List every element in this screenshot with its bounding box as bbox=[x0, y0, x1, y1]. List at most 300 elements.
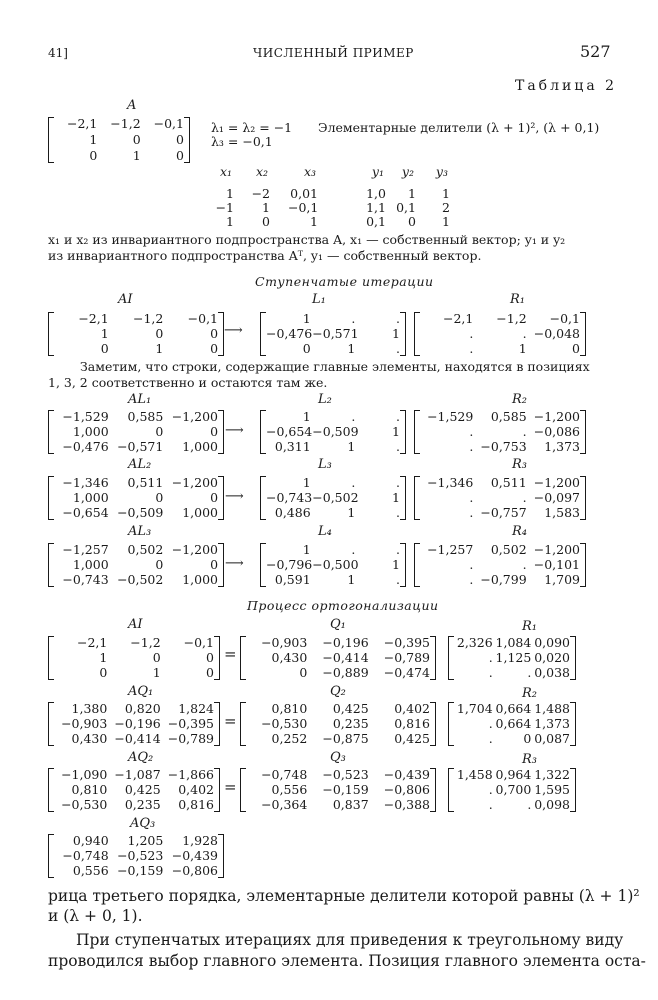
matrix-step4-m2 bbox=[260, 543, 406, 587]
matrix-cell: 0,235 bbox=[124, 797, 161, 812]
matrix-cell: 0 bbox=[155, 490, 164, 505]
matrix-row bbox=[48, 732, 220, 746]
body-line-4: проводился выбор главного элемента. Позиция главного элемента оста- bbox=[48, 952, 646, 970]
matrix-cell: −0,753 bbox=[480, 439, 527, 454]
matrix-cell: −0,388 bbox=[383, 797, 430, 812]
matrix-cell: . bbox=[351, 475, 356, 490]
matrix-row bbox=[48, 651, 220, 665]
matrix-cell: 0,038 bbox=[534, 665, 571, 680]
matrix-row bbox=[48, 440, 224, 454]
matrix-cell: −1,2 bbox=[130, 635, 161, 650]
matrix-cell: 0,664 bbox=[495, 701, 532, 716]
matrix-cell: . bbox=[469, 572, 474, 587]
running-title: ЧИСЛЕННЫЙ ПРИМЕР bbox=[253, 46, 414, 60]
matrix-cell: −0,806 bbox=[171, 863, 219, 878]
matrix-cell: 0 bbox=[155, 326, 164, 341]
matrix-cell: 0,585 bbox=[490, 409, 527, 424]
matrix-cell: −0,395 bbox=[167, 716, 214, 731]
matrix-cell: −2,1 bbox=[66, 116, 98, 131]
matrix-cell: 1,373 bbox=[544, 439, 580, 454]
matrix-cell: . bbox=[469, 424, 474, 439]
matrix-cell: 0 bbox=[210, 490, 219, 505]
matrix-row bbox=[240, 666, 436, 680]
matrix-cell: 0,311 bbox=[274, 439, 311, 454]
vector-cell: 0 bbox=[408, 214, 416, 229]
matrix-cell: −0,476 bbox=[266, 326, 313, 341]
matrix-row bbox=[240, 798, 436, 812]
matrix-cell: −0,889 bbox=[322, 665, 369, 680]
matrix-cell: −1,2 bbox=[496, 311, 527, 326]
label-ortho1-1: AI bbox=[128, 617, 143, 632]
matrix-ortho3-m1 bbox=[48, 768, 220, 812]
matrix-cell: −0,875 bbox=[322, 731, 369, 746]
matrix-row bbox=[48, 783, 220, 797]
matrix-cell: . bbox=[396, 341, 401, 356]
matrix-cell: 0 bbox=[210, 341, 219, 356]
matrix-cell: 0,430 bbox=[271, 650, 308, 665]
label-ortho2-3: R₂ bbox=[522, 686, 537, 701]
matrix-row bbox=[48, 476, 224, 490]
matrix-cell: . bbox=[527, 665, 532, 680]
matrix-cell: 0,964 bbox=[495, 767, 532, 782]
matrix-row bbox=[48, 342, 224, 356]
matrix-cell: 0,402 bbox=[178, 782, 214, 797]
matrix-cell: 1 bbox=[89, 132, 98, 147]
label-ortho1-2: Q₁ bbox=[330, 617, 346, 632]
matrix-cell: . bbox=[469, 341, 474, 356]
matrix-ortho3-m3 bbox=[448, 768, 576, 812]
matrix-cell: −0,1 bbox=[549, 311, 580, 326]
matrix-cell: −1,529 bbox=[62, 409, 109, 424]
matrix-cell: 1 bbox=[392, 557, 400, 572]
matrix-step2-m1 bbox=[48, 410, 224, 454]
matrix-cell: 1,583 bbox=[544, 505, 580, 520]
matrix-cell: 1,000 bbox=[182, 439, 219, 454]
vector-cell: 1 bbox=[408, 186, 416, 201]
matrix-cell: . bbox=[396, 311, 401, 326]
matrix-row bbox=[260, 558, 406, 572]
label-A: A bbox=[127, 98, 137, 113]
matrix-cell: 0,502 bbox=[127, 542, 164, 557]
matrix-row bbox=[48, 636, 220, 650]
equals-ortho3: = bbox=[224, 778, 237, 796]
matrix-cell: −0,097 bbox=[533, 490, 580, 505]
matrix-cell: −1,087 bbox=[114, 767, 161, 782]
matrix-cell: 1,000 bbox=[182, 572, 219, 587]
matrix-cell: 1,380 bbox=[71, 701, 108, 716]
matrix-cell: −0,789 bbox=[383, 650, 430, 665]
matrix-cell: 1,000 bbox=[182, 505, 219, 520]
matrix-row bbox=[260, 476, 406, 490]
matrix-row bbox=[448, 636, 576, 650]
matrix-row bbox=[260, 506, 406, 520]
matrix-row bbox=[48, 543, 224, 557]
matrix-row bbox=[48, 312, 224, 326]
matrix-cell: 1 bbox=[302, 542, 311, 557]
matrix-ortho1-m1 bbox=[48, 636, 220, 680]
matrix-cell: −1,346 bbox=[427, 475, 474, 490]
matrix-cell: . bbox=[351, 409, 356, 424]
matrix-row bbox=[414, 327, 586, 341]
matrix-cell: −0,048 bbox=[533, 326, 580, 341]
matrix-cell: −0,799 bbox=[480, 572, 527, 587]
matrix-cell: . bbox=[488, 782, 493, 797]
matrix-cell: −1,090 bbox=[61, 767, 108, 782]
matrix-row bbox=[240, 783, 436, 797]
matrix-cell: −2,1 bbox=[442, 311, 474, 326]
matrix-cell: . bbox=[396, 505, 401, 520]
matrix-cell: 0 bbox=[206, 650, 214, 665]
matrix-row bbox=[48, 117, 190, 131]
matrix-cell: 1 bbox=[152, 665, 161, 680]
matrix-cell: 1,704 bbox=[456, 701, 493, 716]
matrix-cell: 1 bbox=[347, 341, 356, 356]
vector-cell: −0,1 bbox=[288, 200, 319, 215]
matrix-cell: 0,425 bbox=[332, 701, 369, 716]
matrix-row bbox=[414, 312, 586, 326]
matrix-cell: 0,810 bbox=[71, 782, 108, 797]
matrix-cell: 0,556 bbox=[271, 782, 308, 797]
matrix-ortho2-m3 bbox=[448, 702, 576, 746]
matrix-cell: 1,595 bbox=[534, 782, 571, 797]
table-caption: Таблица 2 bbox=[515, 78, 618, 94]
matrix-cell: 1 bbox=[347, 439, 356, 454]
matrix-row bbox=[48, 666, 220, 680]
matrix-cell: . bbox=[396, 439, 401, 454]
matrix-cell: 0,591 bbox=[274, 572, 311, 587]
matrix-step1-m3 bbox=[414, 312, 586, 356]
matrix-cell: 0,020 bbox=[534, 650, 571, 665]
matrix-row bbox=[48, 717, 220, 731]
label-ortho2-2: Q₂ bbox=[330, 684, 346, 699]
matrix-cell: −0,509 bbox=[312, 424, 359, 439]
matrix-cell: −0,654 bbox=[266, 424, 313, 439]
matrix-cell: 0 bbox=[302, 341, 311, 356]
matrix-row bbox=[260, 312, 406, 326]
label-ortho3-1: AQ₂ bbox=[128, 750, 154, 765]
matrix-cell: −1,257 bbox=[62, 542, 109, 557]
matrix-cell: 1,709 bbox=[544, 572, 580, 587]
matrix-cell: . bbox=[522, 424, 527, 439]
matrix-cell: 0,940 bbox=[72, 833, 109, 848]
vector-cell: 2 bbox=[442, 200, 450, 215]
matrix-cell: . bbox=[522, 326, 527, 341]
matrix-row bbox=[448, 702, 576, 716]
matrix-cell: −1,2 bbox=[132, 311, 164, 326]
matrix-cell: −1,866 bbox=[167, 767, 214, 782]
label-ortho2-1: AQ₁ bbox=[128, 684, 154, 699]
matrix-row bbox=[260, 425, 406, 439]
label-ortho3-2: Q₃ bbox=[330, 750, 346, 765]
vector-cell: 0 bbox=[262, 214, 270, 229]
matrix-cell: −0,530 bbox=[261, 716, 308, 731]
matrix-cell: 0 bbox=[523, 731, 532, 746]
matrix-row bbox=[414, 543, 586, 557]
matrix-cell: −1,529 bbox=[427, 409, 474, 424]
section-number: 41] bbox=[48, 46, 68, 60]
label-step2-2: L₂ bbox=[318, 392, 332, 407]
matrix-cell: 0 bbox=[210, 326, 219, 341]
matrix-row bbox=[48, 573, 224, 587]
label-step1-1: AI bbox=[118, 292, 133, 307]
vector-cell: 1 bbox=[310, 214, 318, 229]
matrix-row bbox=[240, 702, 436, 716]
matrix-cell: −1,346 bbox=[62, 475, 109, 490]
matrix-cell: 0 bbox=[152, 650, 161, 665]
matrix-cell: −0,903 bbox=[61, 716, 108, 731]
matrix-cell: 1,322 bbox=[534, 767, 571, 782]
matrix-cell: 1,488 bbox=[534, 701, 571, 716]
matrix-cell: −0,743 bbox=[266, 490, 313, 505]
vector-cell: 1 bbox=[442, 186, 450, 201]
matrix-cell: 0,810 bbox=[271, 701, 308, 716]
matrix-row bbox=[414, 440, 586, 454]
matrix-cell: 1 bbox=[100, 326, 109, 341]
matrix-step3-m3 bbox=[414, 476, 586, 520]
matrix-cell: −0,196 bbox=[114, 716, 161, 731]
matrix-cell: 1,205 bbox=[127, 833, 164, 848]
matrix-cell: −1,2 bbox=[110, 116, 141, 131]
matrix-step4-m1 bbox=[48, 543, 224, 587]
vector-cell: 0,1 bbox=[396, 200, 416, 215]
matrix-cell: 0,816 bbox=[178, 797, 214, 812]
matrix-cell: 0,486 bbox=[274, 505, 311, 520]
matrix-cell: 1,000 bbox=[72, 490, 109, 505]
matrix-row bbox=[260, 491, 406, 505]
label-step2-3: R₂ bbox=[512, 392, 527, 407]
remark-line-2: 1, 3, 2 соответственно и остаются там же. bbox=[48, 375, 328, 390]
matrix-cell: −0,523 bbox=[117, 848, 164, 863]
vector-cell: 1,0 bbox=[366, 186, 386, 201]
matrix-step1-m2 bbox=[260, 312, 406, 356]
matrix-cell: 0,556 bbox=[72, 863, 109, 878]
label-step4-1: AL₃ bbox=[128, 524, 152, 539]
matrix-cell: . bbox=[351, 311, 356, 326]
matrix-cell: 0 bbox=[299, 665, 308, 680]
matrix-cell: −0,748 bbox=[261, 767, 308, 782]
matrix-row bbox=[260, 440, 406, 454]
matrix-cell: 1,928 bbox=[182, 833, 219, 848]
eigen-line-2: λ₃ = −0,1 bbox=[211, 134, 273, 149]
arrow-step2: ⟶ bbox=[225, 423, 244, 438]
matrix-row bbox=[414, 476, 586, 490]
matrix-cell: −0,796 bbox=[266, 557, 313, 572]
matrix-cell: −1,200 bbox=[171, 409, 219, 424]
matrix-cell: 1 bbox=[132, 148, 141, 163]
matrix-cell: . bbox=[522, 490, 527, 505]
matrix-cell: 0,252 bbox=[271, 731, 308, 746]
matrix-cell: 0 bbox=[572, 341, 580, 356]
matrix-cell: . bbox=[488, 731, 493, 746]
vector-header: y₂ bbox=[401, 164, 414, 179]
arrow-step4: ⟶ bbox=[225, 556, 244, 571]
label-step3-2: L₃ bbox=[318, 457, 332, 472]
matrix-cell: . bbox=[488, 665, 493, 680]
matrix-row bbox=[260, 410, 406, 424]
matrix-row bbox=[48, 133, 190, 147]
matrix-cell: 0,511 bbox=[127, 475, 164, 490]
matrix-row bbox=[240, 651, 436, 665]
matrix-row bbox=[48, 798, 220, 812]
matrix-row bbox=[240, 732, 436, 746]
matrix-cell: 1 bbox=[518, 341, 527, 356]
matrix-cell: . bbox=[488, 716, 493, 731]
matrix-cell: 1,125 bbox=[495, 650, 532, 665]
matrix-cell: 1,000 bbox=[72, 557, 109, 572]
matrix-cell: −0,196 bbox=[322, 635, 369, 650]
matrix-cell: 0,664 bbox=[495, 716, 532, 731]
matrix-cell: −0,571 bbox=[117, 439, 164, 454]
matrix-row bbox=[414, 410, 586, 424]
matrix-cell: −0,414 bbox=[322, 650, 369, 665]
vector-cell: 1 bbox=[262, 200, 270, 215]
vector-header: x₃ bbox=[303, 164, 316, 179]
matrix-row bbox=[414, 491, 586, 505]
matrix-cell: −2,1 bbox=[78, 311, 109, 326]
matrix-row bbox=[260, 342, 406, 356]
matrix-cell: 0,820 bbox=[124, 701, 161, 716]
matrix-row bbox=[448, 732, 576, 746]
matrix-row bbox=[448, 651, 576, 665]
matrix-cell: . bbox=[527, 797, 532, 812]
matrix-cell: 0,425 bbox=[394, 731, 430, 746]
vector-cell: 0,01 bbox=[290, 186, 318, 201]
matrix-row bbox=[414, 342, 586, 356]
vector-cell: −2 bbox=[251, 186, 270, 201]
matrix-cell: −0,571 bbox=[312, 326, 359, 341]
matrix-cell: −0,159 bbox=[322, 782, 369, 797]
matrix-row bbox=[414, 558, 586, 572]
body-line-3: При ступенчатых итерациях для приведения к треугольному виду bbox=[76, 931, 624, 949]
matrix-cell: . bbox=[488, 650, 493, 665]
matrix-cell: 1 bbox=[392, 490, 400, 505]
matrix-cell: −1,200 bbox=[533, 542, 580, 557]
matrix-row bbox=[448, 783, 576, 797]
body-line-2: и (λ + 0, 1). bbox=[48, 907, 143, 925]
matrix-row bbox=[48, 410, 224, 424]
matrix-cell: . bbox=[522, 557, 527, 572]
section-title-stepwise: Ступенчатые итерации bbox=[255, 274, 434, 289]
matrix-row bbox=[260, 543, 406, 557]
eigen-line-1: λ₁ = λ₂ = −1 bbox=[211, 120, 293, 135]
matrix-step1-m1 bbox=[48, 312, 224, 356]
matrix-row bbox=[48, 425, 224, 439]
matrix-cell: 0,430 bbox=[71, 731, 108, 746]
label-ortho3-3: R₃ bbox=[522, 752, 537, 767]
vectors-table bbox=[210, 164, 460, 229]
matrix-cell: 1 bbox=[347, 572, 356, 587]
matrix-cell: −0,1 bbox=[183, 635, 214, 650]
matrix-cell: −0,903 bbox=[261, 635, 308, 650]
matrix-row bbox=[48, 327, 224, 341]
label-step4-3: R₄ bbox=[512, 524, 527, 539]
remark-line-1: Заметим, что строки, содержащие главные элементы, находятся в позициях bbox=[80, 359, 590, 374]
matrix-step3-m1 bbox=[48, 476, 224, 520]
matrix-row bbox=[414, 506, 586, 520]
matrix-cell: −0,101 bbox=[533, 557, 580, 572]
matrix-row bbox=[240, 768, 436, 782]
matrix-cell: 1 bbox=[392, 424, 400, 439]
matrix-row bbox=[448, 798, 576, 812]
matrix-cell: . bbox=[396, 409, 401, 424]
matrix-cell: . bbox=[469, 505, 474, 520]
matrix-cell: 0 bbox=[99, 665, 108, 680]
matrix-step2-m3 bbox=[414, 410, 586, 454]
matrix-cell: −0,654 bbox=[62, 505, 109, 520]
equals-ortho1: = bbox=[224, 645, 237, 663]
matrix-cell: 0,511 bbox=[490, 475, 527, 490]
matrix-cell: −0,439 bbox=[383, 767, 430, 782]
vector-header: x₂ bbox=[255, 164, 268, 179]
matrix-cell: 0,090 bbox=[534, 635, 571, 650]
matrix-cell: −1,200 bbox=[171, 475, 219, 490]
matrix-row bbox=[414, 573, 586, 587]
matrix-cell: 0 bbox=[176, 148, 184, 163]
matrix-cell: 0,837 bbox=[332, 797, 369, 812]
matrix-cell: −0,743 bbox=[62, 572, 109, 587]
matrix-cell: −0,474 bbox=[383, 665, 430, 680]
matrix-cell: 0 bbox=[210, 424, 219, 439]
matrix-cell: −1,200 bbox=[533, 409, 580, 424]
matrix-A bbox=[48, 117, 190, 163]
vector-cell: 1,1 bbox=[366, 200, 386, 215]
matrix-cell: 0 bbox=[89, 148, 98, 163]
label-step4-2: L₄ bbox=[318, 524, 332, 539]
matrix-cell: 0 bbox=[132, 132, 141, 147]
matrix-row bbox=[48, 491, 224, 505]
vector-header: y₃ bbox=[435, 164, 448, 179]
matrix-cell: 1 bbox=[302, 311, 311, 326]
matrix-cell: 1 bbox=[392, 326, 400, 341]
matrix-cell: 1,458 bbox=[456, 767, 493, 782]
matrix-cell: −0,748 bbox=[62, 848, 109, 863]
matrix-step4-m3 bbox=[414, 543, 586, 587]
matrix-ortho1-m3 bbox=[448, 636, 576, 680]
matrix-ortho2-m2 bbox=[240, 702, 436, 746]
matrix-row bbox=[48, 864, 224, 878]
matrix-row bbox=[414, 425, 586, 439]
matrix-cell: 1 bbox=[99, 650, 108, 665]
matrix-row bbox=[240, 636, 436, 650]
matrix-cell: . bbox=[488, 797, 493, 812]
matrix-cell: −0,502 bbox=[312, 490, 359, 505]
matrix-cell: 1 bbox=[347, 505, 356, 520]
matrix-cell: −0,1 bbox=[153, 116, 184, 131]
matrix-cell: . bbox=[396, 542, 401, 557]
matrix-cell: −0,159 bbox=[117, 863, 164, 878]
matrix-row bbox=[448, 768, 576, 782]
matrix-ortho1-m2 bbox=[240, 636, 436, 680]
matrix-cell: −0,439 bbox=[171, 848, 219, 863]
matrix-ortho3-m2 bbox=[240, 768, 436, 812]
matrix-cell: 0,235 bbox=[332, 716, 369, 731]
matrix-cell: 1 bbox=[302, 475, 311, 490]
matrix-cell: 0,402 bbox=[394, 701, 430, 716]
body-line-1: рица третьего порядка, элементарные делители которой равны (λ + 1)² bbox=[48, 887, 640, 905]
matrix-row bbox=[48, 506, 224, 520]
matrix-row bbox=[448, 717, 576, 731]
vector-cell: −1 bbox=[215, 200, 234, 215]
matrix-cell: 2,326 bbox=[456, 635, 493, 650]
matrix-ortho2-m1 bbox=[48, 702, 220, 746]
vector-cell: 1 bbox=[442, 214, 450, 229]
equals-ortho2: = bbox=[224, 712, 237, 730]
label-step1-3: R₁ bbox=[510, 292, 525, 307]
matrix-cell: −0,1 bbox=[187, 311, 219, 326]
matrix-cell: . bbox=[396, 475, 401, 490]
vector-cell: 0,1 bbox=[366, 214, 386, 229]
matrix-cell: . bbox=[469, 557, 474, 572]
